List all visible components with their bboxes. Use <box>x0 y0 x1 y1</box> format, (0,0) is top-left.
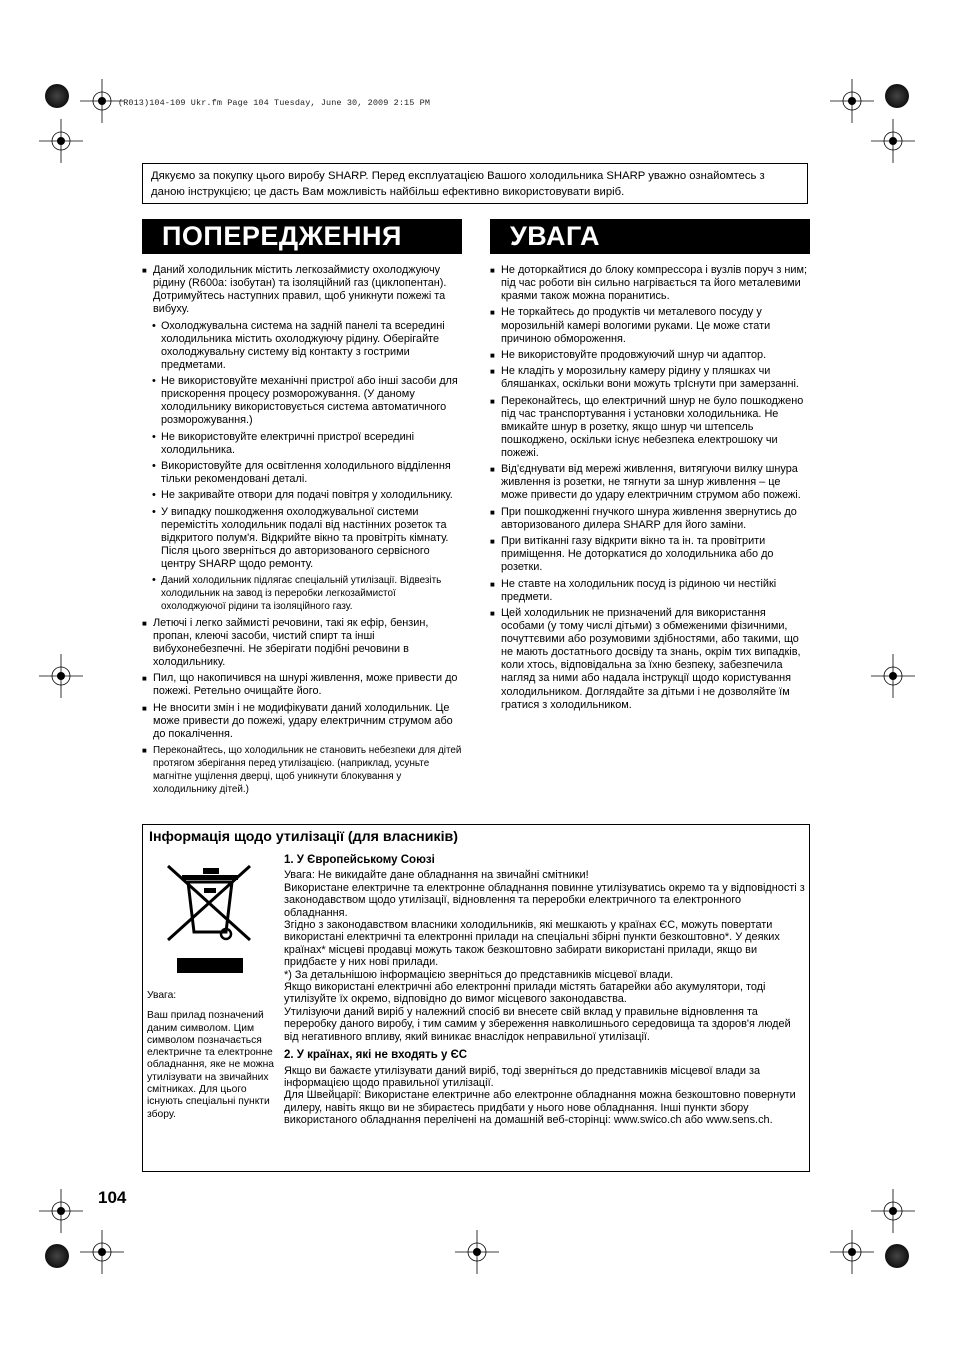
warning-item-5: ■ Переконайтесь, що холодильник не становить небезпеки для дітей протягом зберігання перед утилізацією. (наприклад, усуньте магнітне ущілення дверці, щоб уникнути блокування у холодильнику дітей.) <box>142 744 462 796</box>
page-number: 104 <box>98 1188 127 1207</box>
caution-column <box>490 264 810 715</box>
warning-item-3: ■ Пил, що накопичився на шнурі живлення, може привести до пожежі. Ретельно очищайте його. <box>142 672 462 698</box>
warning-sub-4: • Використовуйте для освітлення холодильного відділення тільки рекомендовані деталі. <box>142 460 462 486</box>
crossed-bin-icon <box>160 858 260 978</box>
warning-sub-3: • Не використовуйте електричні пристрої всередині холодильника. <box>142 431 462 457</box>
disposal-sec1-para-1: Увага: Не викидайте дане обладнання на звичайні смітники! <box>284 869 589 882</box>
disposal-sec2-para-2: Для Швейцарії: Використане електричне або електронне обладнання можна безкоштовно повернути дилеру, навіть якщо ви не збираєтесь придбати у нього нове обладнання. Інші пункти збору використаного обладнання перелічені на домашній веб-сторінці: www.swico.ch або www.sens.ch. <box>284 1089 796 1127</box>
warning-item-4: ■ Не вносити змін і не модифікувати даний холодильник. Це може привести до пожежі, удару електричним струмом або до покалічення. <box>142 702 462 741</box>
warning-sub-1: • Охолоджувальна система на задній панелі та всередині холодильника містить охолоджуючу рідину. Оберігайте охолоджувальну систему від контакту з гострими предметами. <box>142 320 462 372</box>
disposal-sec1-para-6: Утилізуючи даний виріб у належний спосіб ви внесете свій вклад у правильне відновлення та переробку даного виробу, і тим самим у збереження навколишнього середовища та здоров'я людей від негативного впливу, який виникає внаслідок неправильної утилізації. <box>284 1005 791 1043</box>
warning-sub-5: • Не закривайте отвори для подачі повітря у холодильнику. <box>142 489 462 502</box>
warning-sub-6: • У випадку пошкодження охолоджувальної системи перемістіть холодильник подалі від настінних розеток та відкритого полум'я. Відкрийте вікно та провітріть кімнату. Після цього зверніться до авторизованого сервісного центру SHARP щодо ремонту. <box>142 506 462 571</box>
disposal-side-note <box>147 990 279 1129</box>
color-target-bottom-right <box>885 1244 909 1268</box>
caution-item-2: ■ Не торкайтесь до продуктів чи металевого посуду у морозильній камері вологими руками. Це може стати причиною обмороження. <box>490 306 810 345</box>
warning-sub-7: • Даний холодильник підлягає спеціальній утилізації. Відвезіть холодильник на завод із переробки легкозаймистої охолоджуючої рідини та ізоляційного газу. <box>142 574 462 613</box>
warning-sub-2: • Не використовуйте механічні пристрої або інші засоби для прискорення процесу розморожування. (У даному холодильнику використовується система автоматичного розморожування.) <box>142 375 462 427</box>
disposal-sec1-para-3: Згідно з законодавством власники холодильників, які мешкають у країнах ЄС, можуть повертати використані електричні та електронні прилади на спеціальні збірні пункти безкоштовно*. У деяких країнах* місцеві продавці можуть також безкоштовно забирати використані прилади, якщо ви придбаєте у них нові прилади. <box>284 919 780 969</box>
disposal-sec1-para-5: Якщо використані електричні або електронні прилади містять батарейки або акумулятори, тоді утилізуйте їх окремо, відповідно до вимог місцевого законодавства. <box>284 981 766 1006</box>
caution-banner: УВАГА <box>490 219 810 254</box>
caution-item-9: ■ Не ставте на холодильник посуд із рідиною чи нестійкі предмети. <box>490 578 810 604</box>
warning-column <box>142 264 462 799</box>
caution-item-4: ■ Не кладіть у морозильну камеру рідину у пляшках чи бляшанках, оскільки вони можуть трІснути при замерзанні. <box>490 365 810 391</box>
color-target-top-left <box>45 84 69 108</box>
file-info-header: (R013)104-109 Ukr.fm Page 104 Tuesday, June 30, 2009 2:15 PM <box>118 98 431 108</box>
color-target-top-right <box>885 84 909 108</box>
disposal-sec1-para-4: *) За детальнішою інформацією зверніться до представників місцевої влади. <box>284 968 674 981</box>
side-note-label: Увага: <box>147 990 177 1001</box>
caution-item-5: ■ Переконайтесь, що електричний шнур не було пошкоджено під час транспортування і установки холодильника. Не вмикайте шнур в розетку, якщо шнур чи штепсель пошкоджено, оскільки існує небезпека електрошоку чи пожежі. <box>490 395 810 460</box>
disposal-title: Інформація щодо утилізації (для власників) <box>149 829 458 845</box>
warning-item-2: ■ Летючі і легко займисті речовини, такі як ефір, бензин, пропан, клеючі засоби, чистий спирт та інші вибухонебезпечні. Не зберігати подібні речовини в холодильнику. <box>142 617 462 669</box>
disposal-sec2-title: 2. У країнах, які не входять у ЄС <box>284 1049 468 1062</box>
disposal-sec1-para-2: Використане електричне та електронне обладнання повинне утилізуватись окремо та у відповідності з законодавством щодо утилізації, відновлення та переробки електричного та електронного обладнання. <box>284 881 805 919</box>
warning-item-1: ■ Даний холодильник містить легкозаймисту охолоджуючу рідину (R600a: ізобутан) та ізоляційний газ (циклопентан). Дотримуйтесь наступних правил, щоб уникнути пожежі та вибуху. <box>142 264 462 316</box>
caution-item-6: ■ Від'єднувати від мережі живлення, витягуючи вилку шнура живлення із розетки, не тягнути за шнур живлення – це може привести до удару електричним струмом або пожежі. <box>490 463 810 502</box>
intro-text: Дякуємо за покупку цього виробу SHARP. Перед експлуатацією Вашого холодильника SHARP уважно ознайомтесь з даною інструкцією; це дасть Вам можливість найбільш ефективно використовувати виріб. <box>151 170 765 198</box>
warning-banner: ПОПЕРЕДЖЕННЯ <box>142 219 462 254</box>
caution-item-3: ■ Не використовуйте продовжуючий шнур чи адаптор. <box>490 349 810 362</box>
side-note-text: Ваш прилад позначений даним символом. Цим символом позначається електричне та електронне обладнання, яке не можна утилізувати на звичайних смітниках. Для цього існують спеціальні пункти збору. <box>147 1010 275 1120</box>
caution-item-7: ■ При пошкодженні гнучкого шнура живлення звернутись до авторизованого дилера SHARP для його заміни. <box>490 506 810 532</box>
color-target-bottom-left <box>45 1244 69 1268</box>
disposal-text <box>284 854 806 1127</box>
caution-item-10: ■ Цей холодильник не призначений для використання особами (у тому числі дітьми) з обмеженими фізичними, почуттєвими або розумовими здібностями, або такими, що не мають достатнього досвіду та знань, окрім тих випадків, коли хтось, відповідальна за їхню безпеку, забезпечила нагляд за ними або надала інструкції щодо користування холодильником. Доглядайте за дітьми і не дозволяйте їм гратися з холодильником. <box>490 607 810 712</box>
caution-item-1: ■ Не доторкайтися до блоку компрессора і вузлів поруч з ним; під час роботи він сильно нагрівається та його металевими краями також можна поранитись. <box>490 264 810 303</box>
disposal-sec2-para-1: Якщо ви бажаєте утилізувати даний виріб, тоді зверніться до представників місцевої влади за інформацією щодо правильної утилізації. <box>284 1064 761 1089</box>
intro-box <box>142 163 808 204</box>
caution-item-8: ■ При витіканні газу відкрити вікно та ін. та провітрити приміщення. Не доторкатися до холодильника або до розетки. <box>490 535 810 574</box>
disposal-sec1-title: 1. У Європейському Союзі <box>284 854 435 866</box>
